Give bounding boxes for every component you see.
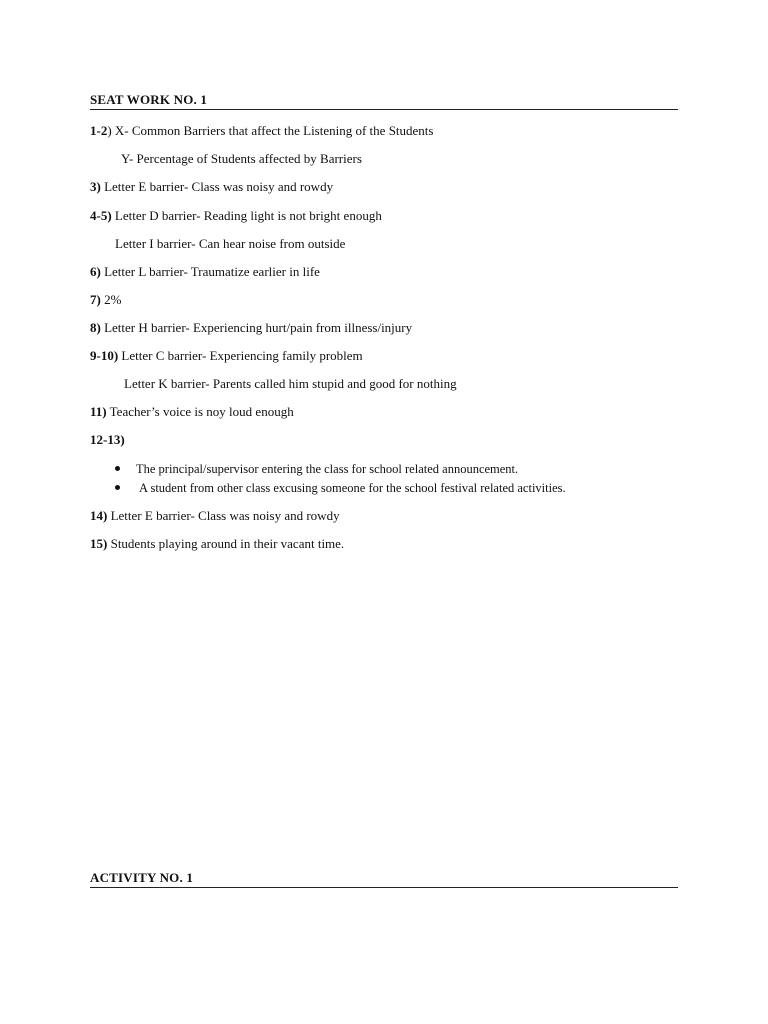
item-text: Letter H barrier- Experiencing hurt/pain from illness/injury xyxy=(100,320,413,335)
answer-line-letter-i xyxy=(115,236,345,252)
answer-line-letter-k xyxy=(124,376,457,392)
item-text: Y- Percentage of Students affected by Barriers xyxy=(121,151,362,166)
answer-line-4-5 xyxy=(90,208,382,224)
answer-line-6 xyxy=(90,264,320,280)
bullet-text: The principal/supervisor entering the class for school related announcement. xyxy=(136,462,519,476)
item-text: ) X- Common Barriers that affect the Listening of the Students xyxy=(107,123,434,138)
item-number: 15) xyxy=(90,536,108,551)
item-text: Letter E barrier- Class was noisy and rowdy xyxy=(100,179,334,194)
answer-line-12-13 xyxy=(90,432,125,448)
item-number: 3) xyxy=(90,179,101,194)
bullet-text: A student from other class excusing someone for the school festival related activities. xyxy=(139,481,566,495)
item-number: 8) xyxy=(90,320,101,335)
item-text: 2% xyxy=(100,292,122,307)
item-number: 11) xyxy=(90,404,107,419)
item-text: Letter K barrier- Parents called him stupid and good for nothing xyxy=(124,376,457,391)
answer-line-9-10 xyxy=(90,348,363,364)
item-text: Letter C barrier- Experiencing family problem xyxy=(118,348,363,363)
answer-line-3 xyxy=(90,179,333,195)
answer-line-15 xyxy=(90,536,344,552)
item-number: 1-2 xyxy=(90,123,108,138)
item-number: 12-13) xyxy=(90,432,125,447)
answer-line-y-axis xyxy=(121,151,362,167)
item-text: Letter E barrier- Class was noisy and rowdy xyxy=(107,508,340,523)
item-text: Teacher’s voice is noy loud enough xyxy=(106,404,294,419)
answer-line-8 xyxy=(90,320,412,336)
bullet-icon xyxy=(115,485,120,490)
item-text: Letter L barrier- Traumatize earlier in life xyxy=(100,264,320,279)
item-number: 14) xyxy=(90,508,108,523)
answer-line-11 xyxy=(90,404,294,420)
item-number: 6) xyxy=(90,264,101,279)
item-text: Students playing around in their vacant time. xyxy=(107,536,345,551)
item-number: 4-5) xyxy=(90,208,112,223)
activity-heading: ACTIVITY NO. 1 xyxy=(90,870,678,888)
answer-line-7 xyxy=(90,292,121,308)
item-text: Letter I barrier- Can hear noise from outside xyxy=(115,236,346,251)
seat-work-heading: SEAT WORK NO. 1 xyxy=(90,92,678,110)
item-number: 7) xyxy=(90,292,101,307)
answer-line-14 xyxy=(90,508,340,524)
bullet-item-2 xyxy=(115,480,566,496)
answer-line-1-2 xyxy=(90,123,433,139)
bullet-icon xyxy=(115,466,120,471)
item-text: Letter D barrier- Reading light is not bright enough xyxy=(111,208,382,223)
item-number: 9-10) xyxy=(90,348,119,363)
bullet-item-1 xyxy=(115,461,519,477)
